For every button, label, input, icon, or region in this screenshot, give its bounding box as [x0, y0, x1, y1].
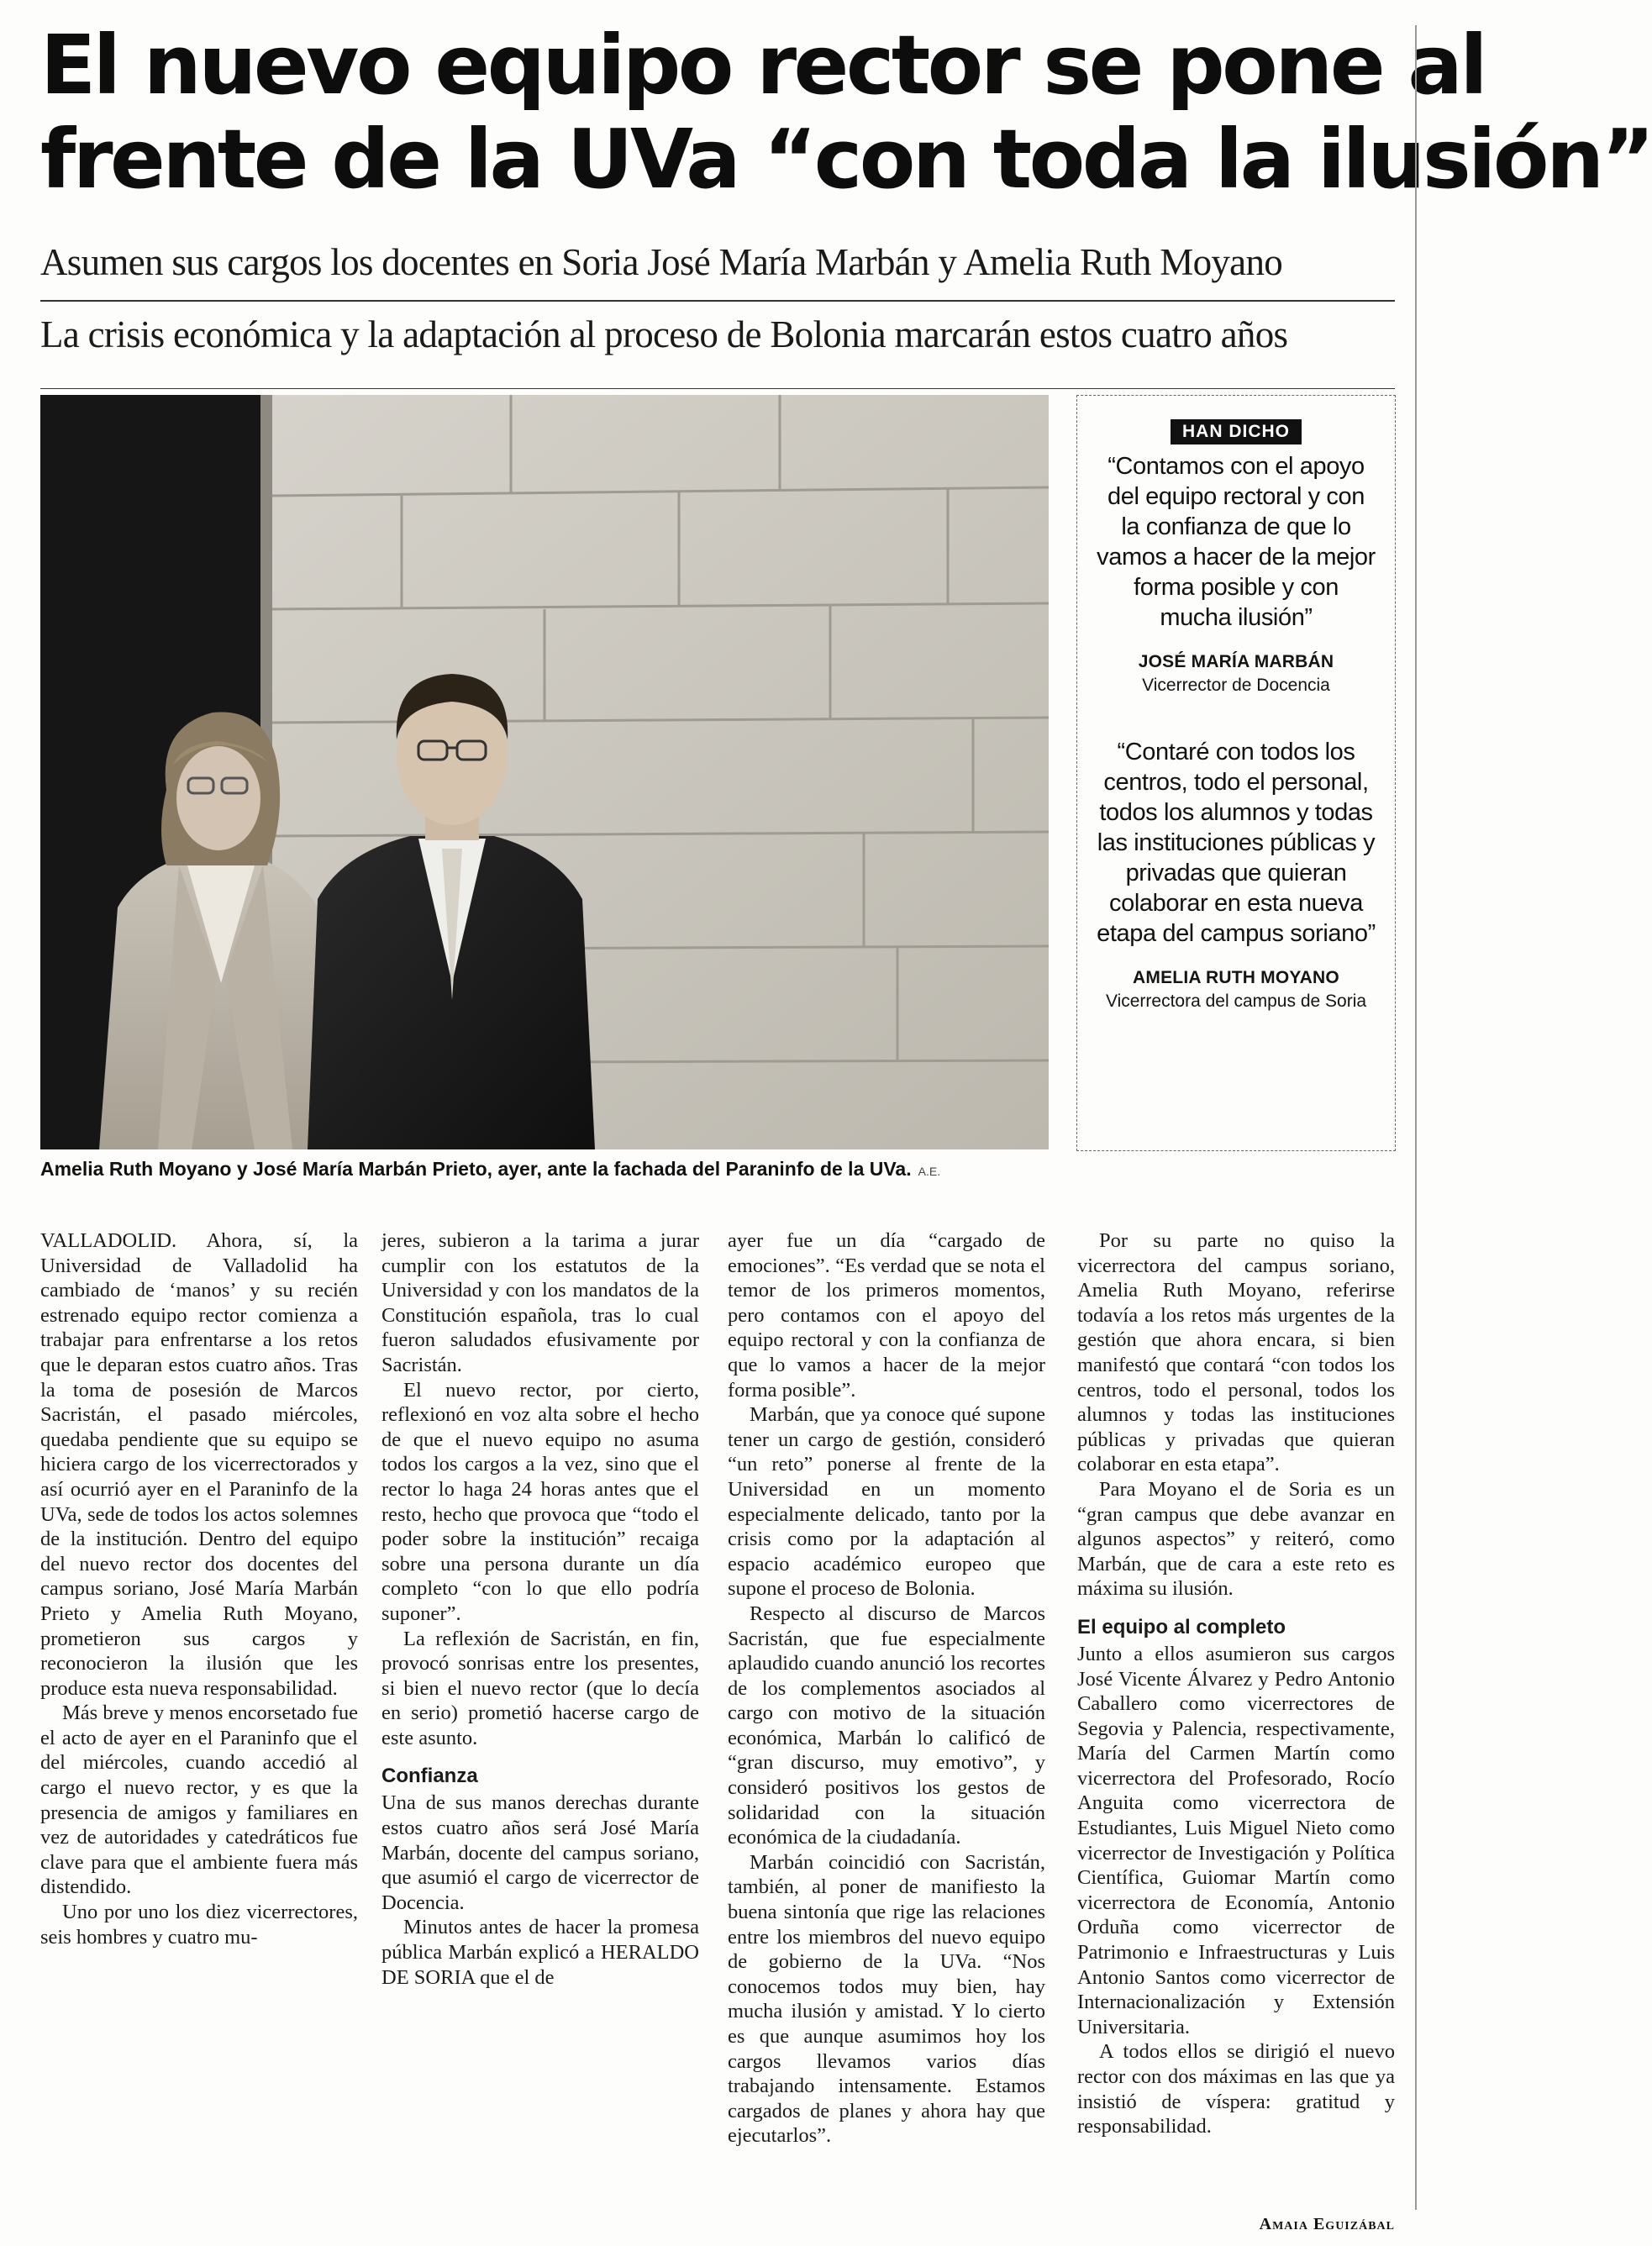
section-heading-equipo: El equipo al completo — [1077, 1615, 1286, 1638]
secondary-subheadline: La crisis económica y la adaptación al proceso de Bolonia marcarán estos cuatro años — [40, 313, 1288, 355]
quotes-sidebar — [1076, 395, 1396, 1151]
body-column-3 — [728, 1228, 1045, 2212]
paragraph: A todos ellos se dirigió el nuevo rector con dos máximas en las que ya insistió de víspera: gratitud y responsabilidad. — [1077, 2040, 1395, 2138]
paragraph: Respecto al discurso de Marcos Sacristán, que fue especialmente aplaudido cuando anunció los recortes de los complementos asociados al cargo con motivo de la situación económica, Marbán lo calificó de “gran discurso, muy emotivo”, y consideró positivos los gestos de solidaridad con la situación económica de la ciudadanía. — [728, 1602, 1045, 1849]
photo-caption — [40, 1156, 1049, 1184]
paragraph: El nuevo rector, por cierto, reflexionó en voz alta sobre el hecho de que el nuevo equipo no asuma todos los cargos a la vez, sino que el rector lo haga 24 horas antes que el resto, hecho que provoca que “todo el poder sobre la institución” recaiga sobre una persona durante un día completo “con lo que ello podría suponer”. — [381, 1378, 699, 1625]
quote-spacer — [1077, 697, 1395, 730]
headline-line-1: El nuevo equipo rector se pone al — [40, 18, 1486, 113]
divider-rule — [40, 300, 1395, 302]
quote-marban: “Contamos con el apoyo del equipo rectoral y con la confianza de que lo vamos a hacer de la mejor forma posible y con mucha ilusión” — [1097, 453, 1376, 631]
author-byline: Amaia Eguizábal — [1259, 2215, 1395, 2233]
paragraph: ayer fue un día “cargado de emociones”. “Es verdad que se nota el temor de los primeros momentos, pero contamos con el apoyo del equipo rectoral y con la confianza de que lo vamos a hacer de la mejor forma posible”. — [728, 1229, 1045, 1402]
paragraph: Marbán, que ya conoce qué supone tener un cargo de gestión, consideró “un reto” ponerse al frente de la Universidad en un momento especialmente delicado, tanto por la crisis como por la adaptación al espacio académico europeo que supone el proceso de Bolonia. — [728, 1403, 1045, 1601]
paragraph: Minutos antes de hacer la promesa pública Marbán explicó a HERALDO DE SORIA que el de — [381, 1916, 699, 1989]
caption-text: Amelia Ruth Moyano y José María Marbán Prieto, ayer, ante la fachada del Paraninfo de la UVa. — [40, 1158, 912, 1180]
quote-role-marban: Vicerrector de Docencia — [1142, 676, 1330, 695]
paragraph: Marbán coincidió con Sacristán, también, al poner de manifiesto la buena sintonía que rige las relaciones entre los miembros del nuevo equipo de gobierno de la UVa. “Nos conocemos todos muy bien, hay mucha ilusión y amistad. Y lo cierto es que aunque asumimos hoy los cargos llevamos varios días trabajando intensamente. Estamos cargados de planes y ahora hay que ejecutarlos”. — [728, 1850, 1045, 2148]
page-edge-line — [1415, 25, 1417, 2210]
headline — [40, 18, 1652, 207]
paragraph: Para Moyano el de Soria es un “gran campus que debe avanzar en algunos aspectos” y reiteró, como Marbán, que de cara a este reto es máxima su ilusión. — [1077, 1477, 1395, 1601]
paragraph: Uno por uno los diez vicerrectores, seis hombres y cuatro mu- — [40, 1901, 358, 1949]
news-photo — [40, 395, 1049, 1149]
paragraph: Más breve y menos encorsetado fue el acto de ayer en el Paraninfo que el del miércoles, cuando accedió al cargo el nuevo rector, y es que la presencia de amigos y familiares en vez de autoridades y catedráticos fue clave para que el ambiente fuera más distendido. — [40, 1702, 358, 1899]
headline-line-2: frente de la UVa “con toda la ilusión” — [40, 112, 1652, 207]
quote-moyano: “Contaré con todos los centros, todo el personal, todos los alumnos y todas las instituciones públicas y privadas que quieran colaborar en esta nueva etapa del campus soriano” — [1097, 739, 1376, 947]
divider-rule — [40, 388, 1395, 389]
photo-illustration — [40, 395, 1049, 1149]
body-column-2 — [381, 1228, 699, 2212]
body-column-4 — [1077, 1228, 1395, 2212]
quote-author-marban: JOSÉ MARÍA MARBÁN — [1138, 652, 1334, 671]
quotes-badge: HAN DICHO — [1171, 419, 1302, 444]
section-heading-confianza: Confianza — [381, 1765, 478, 1788]
body-column-1 — [40, 1228, 358, 2212]
subheadline: Asumen sus cargos los docentes en Soria José María Marbán y Amelia Ruth Moyano — [40, 241, 1283, 283]
photo-credit: A.E. — [918, 1165, 941, 1178]
paragraph: La reflexión de Sacristán, en fin, provocó sonrisas entre los presentes, si bien el nuevo rector (que lo decía en serio) prometió hacerse cargo de este asunto. — [381, 1627, 699, 1749]
paragraph: Junto a ellos asumieron sus cargos José Vicente Álvarez y Pedro Antonio Caballero como vicerrectores de Segovia y Palencia, respectivamente, María del Carmen Martín como vicerrectora del Profesorado, Rocío Anguita como vicerrectora de Estudiantes, Luis Miguel Nieto como vicerrector de Investigación y Política Científica, Guiomar Martín como vicerrectora de Economía, Antonio Orduña como vicerrector de Patrimonio e Infraestructuras y Luis Antonio Santos como vicerrector de Internacionalización y Extensión Universitaria. — [1077, 1642, 1395, 2038]
quote-role-moyano: Vicerrectora del campus de Soria — [1105, 992, 1367, 1011]
paragraph: VALLADOLID. Ahora, sí, la Universidad de Valladolid ha cambiado de ‘manos’ y su recién estrenado equipo rector comienza a trabajar para enfrentarse a los retos que le deparan estos cuatro años. Tras la toma de posesión de Marcos Sacristán, el pasado miércoles, quedaba pendiente que su equipo se hiciera cargo de los vicerrectorados y así ocurrió ayer en el Paraninfo de la UVa, sede de todos los actos solemnes de la institución. Dentro del equipo del nuevo rector dos docentes del campus soriano, José María Marbán Prieto y Amelia Ruth Moyano, prometieron sus cargos y reconocieron la ilusión que les produce esta nueva responsabilidad. — [40, 1229, 358, 1700]
quote-author-moyano: AMELIA RUTH MOYANO — [1133, 968, 1339, 987]
paragraph: Una de sus manos derechas durante estos cuatro años será José María Marbán, docente del campus soriano, que asumió el cargo de vicerrector de Docencia. — [381, 1791, 699, 1914]
paragraph: jeres, subieron a la tarima a jurar cumplir con los estatutos de la Universidad y con los mandatos de la Constitución española, tras lo cual fueron saludados efusivamente por Sacristán. — [381, 1229, 699, 1376]
paragraph: Por su parte no quiso la vicerrectora del campus soriano, Amelia Ruth Moyano, referirse todavía a los retos más urgentes de la gestión que ahora encara, si bien manifestó que contará “con todos los centros, todo el personal, todos los alumnos y todas las instituciones públicas y privadas que quieran colaborar en esta etapa”. — [1077, 1229, 1395, 1476]
